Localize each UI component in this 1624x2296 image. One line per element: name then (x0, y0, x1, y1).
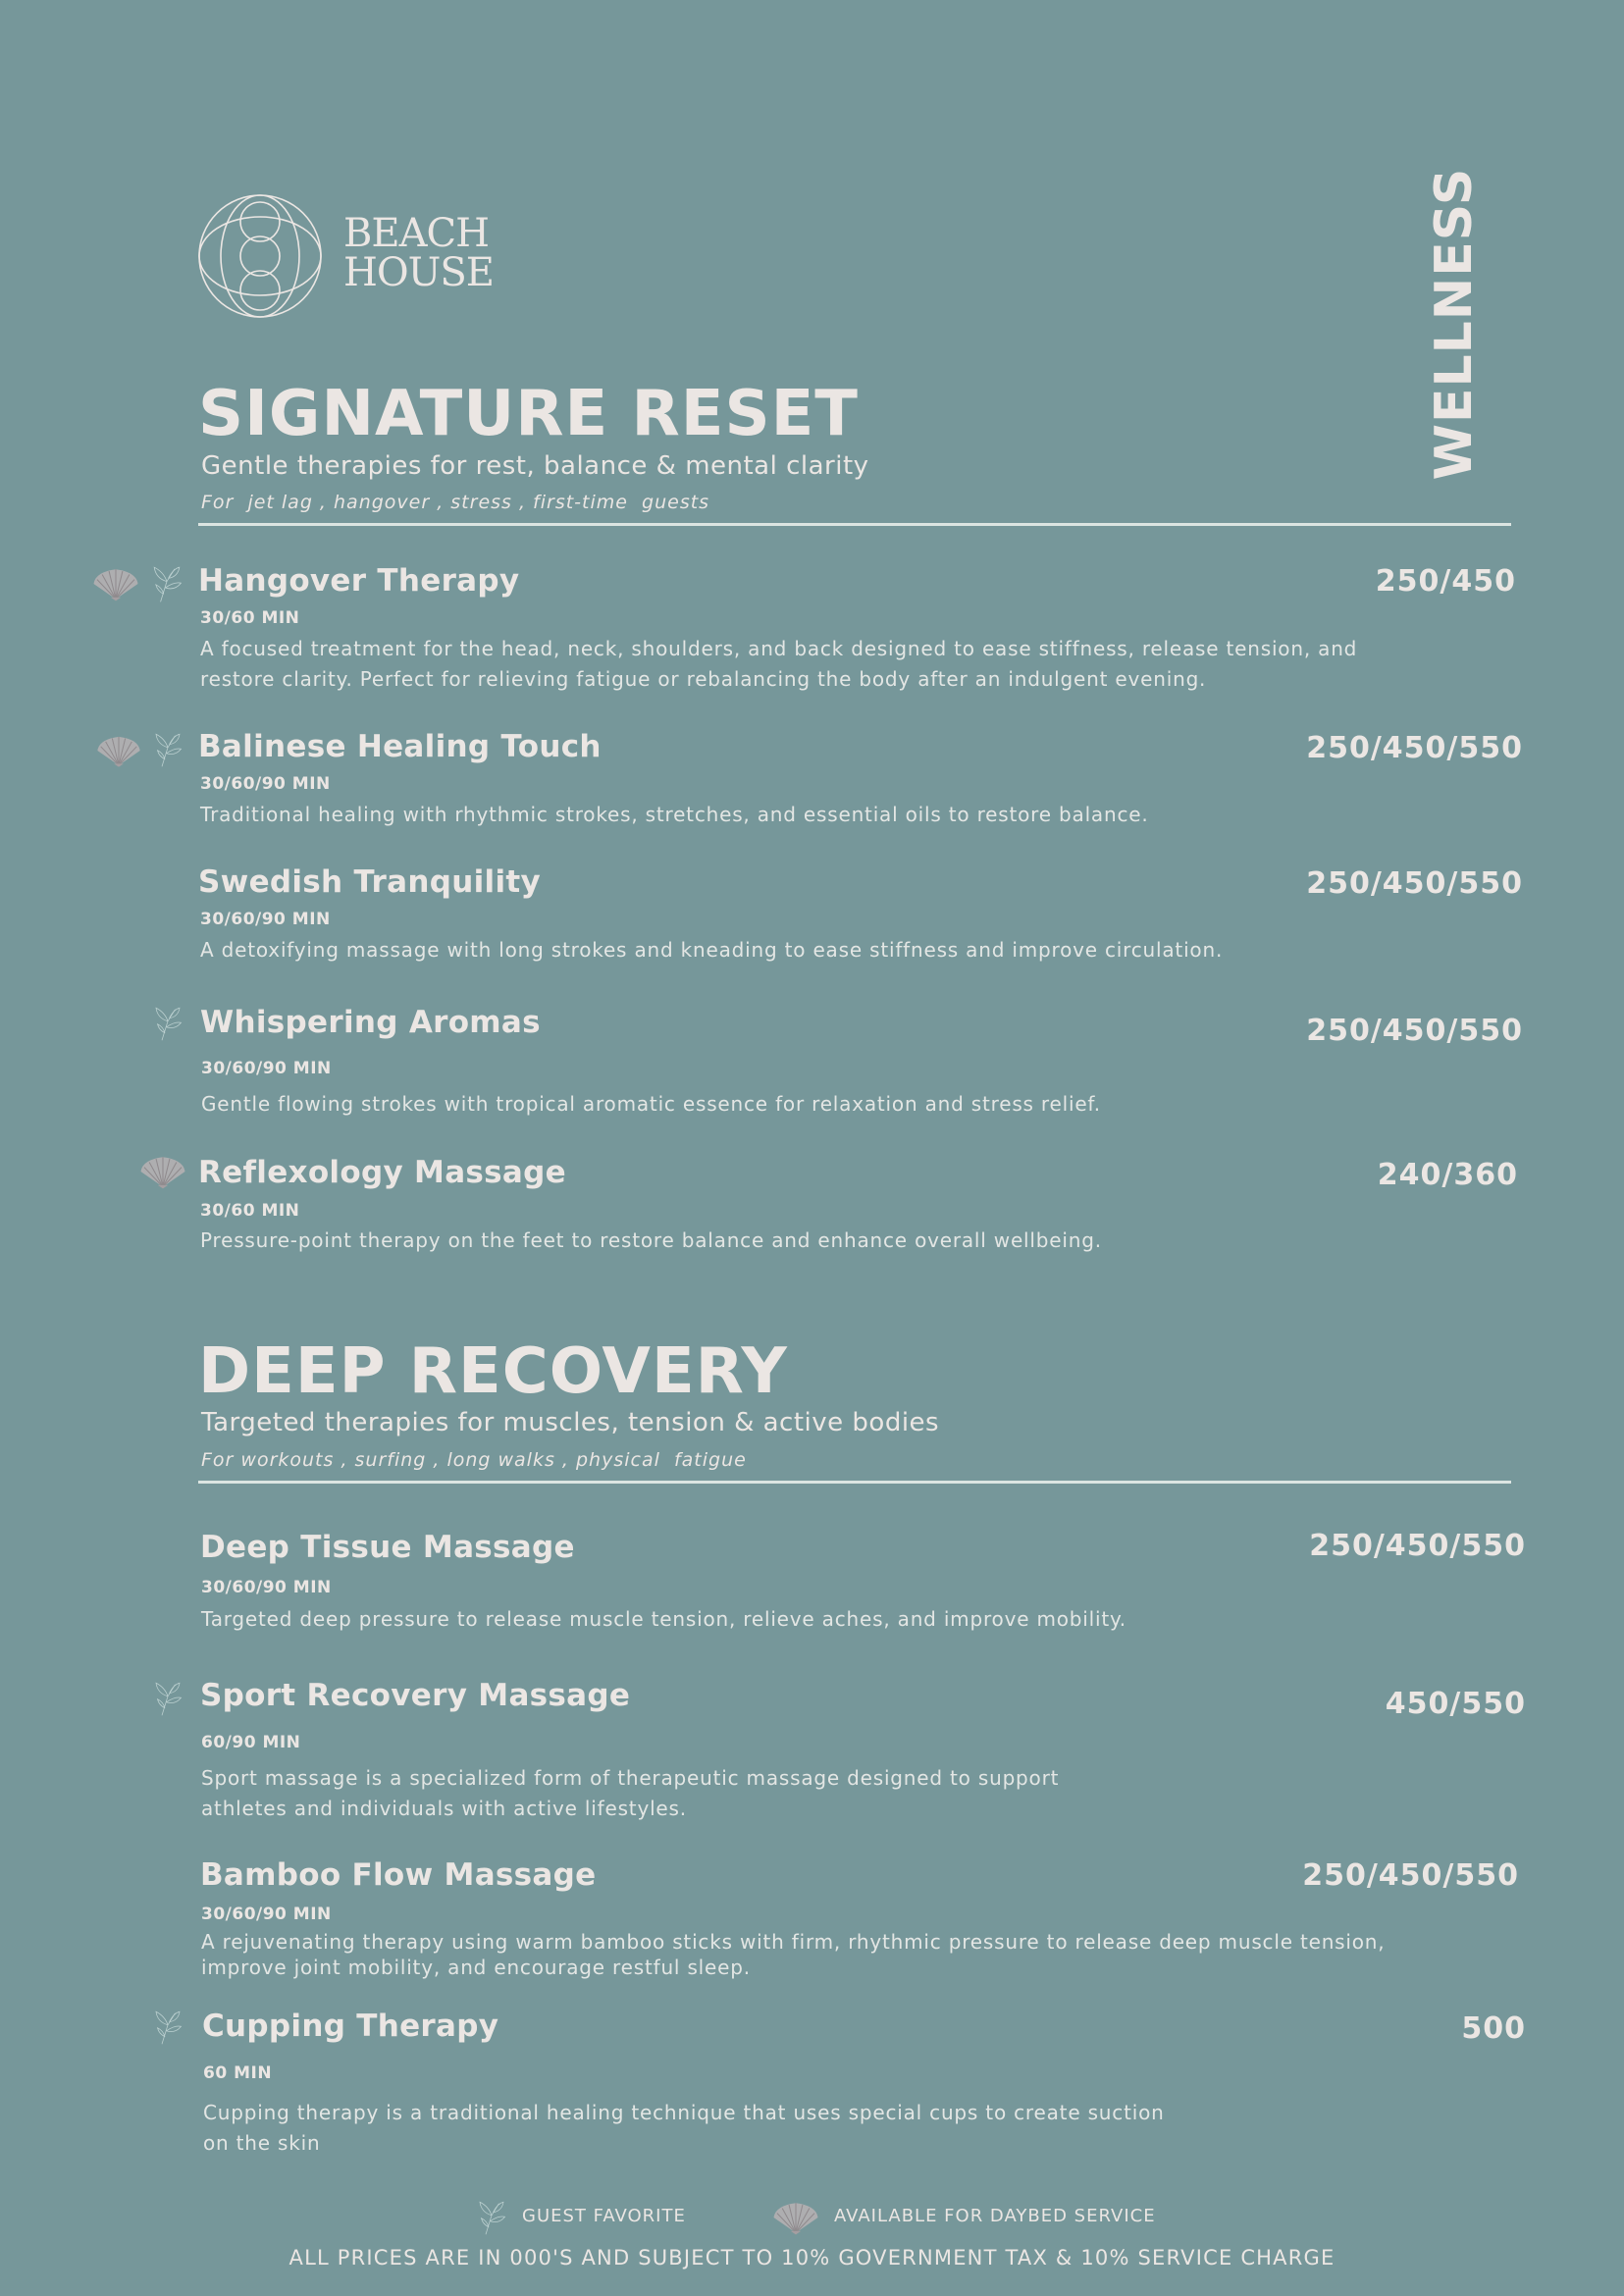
section-divider (198, 523, 1511, 526)
section-title-deep-recovery: DEEP RECOVERY (198, 1335, 788, 1408)
item-description: Pressure-point therapy on the feet to restore balance and enhance overall wellbeing. (200, 1228, 1102, 1252)
item-name: Deep Tissue Massage (200, 1530, 575, 1565)
item-description: Sport massage is a specialized form of therapeutic massage designed to support athletes and individuals with active lifestyles. (201, 1766, 1060, 1820)
item-price: 250/450/550 (1306, 731, 1523, 765)
page-label-text: WELLNESS (1425, 167, 1484, 481)
shell-icon (137, 1154, 188, 1189)
item-description: Targeted deep pressure to release muscle tension, relieve aches, and improve mobility. (201, 1607, 1126, 1631)
item-price: 500 (1461, 2011, 1526, 2046)
item-description: Cupping therapy is a traditional healing technique that uses special cups to create suction on the skin (203, 2101, 1165, 2155)
item-price: 250/450/550 (1306, 866, 1523, 901)
leaf-icon (153, 730, 183, 769)
item-description: Traditional healing with rhythmic strokes, stretches, and essential oils to restore balance. (200, 803, 1149, 826)
item-name: Sport Recovery Massage (200, 1678, 631, 1713)
page-label (1405, 167, 1503, 481)
item-name: Hangover Therapy (198, 563, 520, 599)
item-name: Bamboo Flow Massage (200, 1857, 597, 1893)
footer-price-note: ALL PRICES ARE IN 000'S AND SUBJECT TO 10% GOVERNMENT TAX & 10% SERVICE CHARGE (288, 2246, 1336, 2270)
item-duration: 30/60 MIN (200, 608, 300, 628)
item-description: A detoxifying massage with long strokes and kneading to ease stiffness and improve circulation. (200, 938, 1224, 962)
item-description: Gentle flowing strokes with tropical aromatic essence for relaxation and stress relief. (201, 1092, 1101, 1116)
interlocking-circles-logo-icon (196, 192, 324, 320)
leaf-icon (151, 563, 183, 604)
brand-name-line1: BEACH (343, 211, 489, 256)
legend-guest-favorite: GUEST FAVORITE (522, 2206, 686, 2226)
item-duration: 30/60/90 MIN (201, 1578, 332, 1597)
section-subtitle: Targeted therapies for muscles, tension & active bodies (201, 1408, 940, 1437)
item-name: Whispering Aromas (200, 1005, 541, 1040)
item-duration: 60 MIN (203, 2063, 273, 2083)
brand-logo (196, 192, 324, 320)
item-description: A rejuvenating therapy using warm bamboo sticks with firm, rhythmic pressure to release deep muscle tension, improve joint mobility, and encourage restful sleep. (201, 1930, 1386, 1979)
item-description: A focused treatment for the head, neck, shoulders, and back designed to ease stiffness, release tension, and restore clarity. Perfect for relieving fatigue or rebalancing the body after an indulgent evening. (200, 637, 1358, 691)
item-duration: 30/60/90 MIN (200, 910, 331, 929)
legend-daybed-service: AVAILABLE FOR DAYBED SERVICE (834, 2206, 1156, 2226)
item-duration: 30/60/90 MIN (201, 1059, 332, 1078)
brand-name (343, 211, 494, 295)
item-price: 240/360 (1377, 1158, 1518, 1192)
shell-icon (770, 2200, 821, 2235)
section-note: For jet lag , hangover , stress , first-time guests (201, 492, 710, 513)
item-duration: 30/60 MIN (200, 1201, 300, 1221)
item-price: 250/450/550 (1302, 1858, 1519, 1893)
item-duration: 30/60/90 MIN (201, 1905, 332, 1924)
shell-icon (94, 734, 143, 767)
item-name: Reflexology Massage (198, 1155, 566, 1190)
leaf-icon (153, 1678, 183, 1719)
leaf-icon (153, 2008, 183, 2047)
brand-name-line2: HOUSE (343, 250, 494, 295)
item-price: 250/450 (1375, 564, 1516, 599)
section-subtitle: Gentle therapies for rest, balance & mental clarity (201, 451, 869, 481)
item-name: Cupping Therapy (202, 2009, 499, 2044)
section-note: For workouts , surfing , long walks , physical fatigue (201, 1449, 747, 1471)
item-duration: 30/60/90 MIN (200, 774, 331, 794)
item-duration: 60/90 MIN (201, 1733, 301, 1752)
item-price: 250/450/550 (1306, 1014, 1523, 1048)
item-price: 250/450/550 (1309, 1529, 1526, 1563)
section-title-signature-reset: SIGNATURE RESET (198, 378, 859, 450)
shell-icon (90, 566, 141, 601)
item-name: Swedish Tranquility (198, 864, 542, 900)
leaf-icon (153, 1003, 183, 1044)
section-divider (198, 1481, 1511, 1484)
leaf-icon (477, 2198, 506, 2237)
item-name: Balinese Healing Touch (198, 729, 602, 764)
item-price: 450/550 (1385, 1687, 1526, 1721)
